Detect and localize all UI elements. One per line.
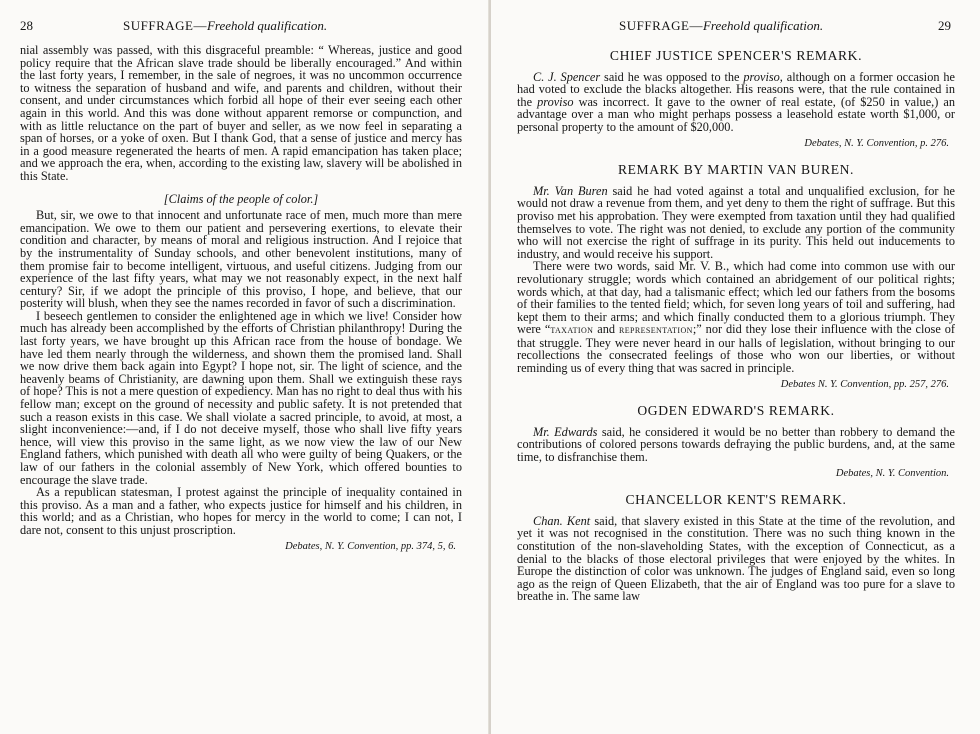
page-number-left: 28 [20,18,33,33]
paragraph: I beseech gentlemen to consider the enlightened age in which we live! Consider how much has already been accomplished by the efforts of Christian philanthropy! During the last forty years, we have brought up this African race from the house of bondage. We have led them nearly through the wilderness, and shown them the promised land. Shall we now drive them back again into Egypt? I hope not, sir. The light of science, and the heavenly beams of Christianity, are dawning upon them. Shall we extinguish these rays of hope? This is not a mere question of expediency. Man has no right to deal thus with his fellow man; except on the ground of necessity and public safety. It is not pretended that such a reason exists in this case. We shall violate a sacred principle, to avoid, at most, a slight inconvenience:—and, if I do not deceive myself, those who shall live fifty years hence, will view this proviso in the same light, as we now view the law of our New England fathers, which punished with death all who were guilty of being Quakers, or the law of our fathers in the colonial assembly of New York, which offered bounties to encourage the slave trade. [20,308,462,487]
text: said he had voted against a total and unqualified exclusion, for he would not draw a revenue from them, and yet deny to them the right of suffrage. But this proviso met his approbation. They were exempted from taxation until they had qualified themselves to vote. The right was not denied, to exclude any portion of the community who will not exercise the right of suffrage in its purity. This held out inducements to industry, and would receive his support. [517,183,955,261]
section-heading-van-buren: REMARK BY MARTIN VAN BUREN. [617,162,855,178]
text: said, that slavery existed in this State at the time of the revolution, and yet it was not recognised in the constitution. There was no such thing known in the constitution of the non-slaveholding States, with the exception of Connecticut, as a denial to the blacks of those electoral privileges that were enjoyed by the whites. In Europe the distinction of color was unknown. The judges of England said, even so long ago as the reign of Queen Elizabeth, that the air of England was too pure for a slave to breathe in. The same law [517,513,955,604]
left-page [0,0,489,734]
paragraph: nial assembly was passed, with this disgraceful preamble: “ Whereas, justice and good policy require that the African slave trade should be liberally encouraged.” And within the last forty years, I remember, in the sale of negroes, it was no uncommon occurrence to witness the separation of husband and wife, and parents and children, without their consent, and under circumstances which forbid all hope of their ever seeing each other again in this world. And this was done without apparent remorse or compunction, and with as little reluctance on the part of buyer and seller, as we now feel in separating a span of horses, or a yoke of oxen. But I thank God, that a sense of justice and mercy has in a good measure regenerated the hearts of men. A rapid emancipation has taken place; and we approach the era, when, according to the existing law, slavery will be abolished in this State. [20,43,462,183]
page-number-right: 29 [938,18,951,33]
text: said he was opposed to the [600,69,744,84]
paragraph-van-buren-2 [517,260,955,374]
right-page [491,0,980,734]
small-caps-word: representation [618,324,693,337]
running-head-right-main: SUFFRAGE— [619,18,703,33]
section-heading-edwards: OGDEN EDWARD'S REMARK. [637,403,835,419]
citation: Debates, N. Y. Convention. [835,467,949,479]
running-head-left-main: SUFFRAGE— [123,18,207,33]
speaker-name: C. J. Spencer [533,69,601,84]
running-head-right-italic: Freehold qualification. [702,18,824,33]
paragraph: As a republican statesman, I protest against the principle of inequality contained in this proviso. As a man and a father, who expects justice for himself and his children, in this world; and as a Christian, who hopes for mercy in the world to come; I can not, I dare not, consent to this unjust proscription. [20,485,462,537]
text: There were two words, said Mr. V. B., which had come into common use with our revolutionary struggle; words which contained an abridgement of our political rights; words which, at that day, had a talismanic effect; which led our fathers from the bosoms of their families to the tented field; which, for seven long years of toil and suffering, had kept them to their arms; and which finally conducted them to a glorious triumph. They were “ [517,259,955,337]
paragraph-van-buren [517,185,955,261]
text: and [593,322,619,337]
running-head-right [619,18,823,34]
section-heading: [Claims of the people of color.] [163,191,319,206]
citation: Debates N. Y. Convention, pp. 257, 276. [780,378,949,390]
section-heading-kent: CHANCELLOR KENT'S REMARK. [625,492,847,508]
emphasis: proviso, [743,69,783,84]
right-body-text [517,44,955,603]
paragraph: But, sir, we owe to that innocent and unfortunate race of men, much more than mere emancipation. We owe to them our patient and persevering exertions, to elevate their condition and character, by means of moral and religious instruction. And I rejoice that by the instrumentality of Sunday schools, and other benevolent institutions, many of them promise fair to become intelligent, virtuous, and useful citizens. Judging from our experience of the last fifty years, what may we not reasonably expect, in the next half century? Sir, if we adopt the principle of this proviso, I hope, and believe, that our posterity will blush, when they see the names recorded in favor of such a discrimination. [20,208,462,311]
running-head-left-italic: Freehold qualification. [206,18,328,33]
paragraph-edwards [517,426,955,464]
text: although on a former occasion he had voted to exclude the blacks altogether. His reasons were, that the rule contained in the [517,69,955,109]
paragraph-spencer [517,71,955,134]
speaker-name: Chan. Kent [533,513,591,528]
speaker-name: Mr. Van Buren [533,183,608,198]
emphasis: proviso [537,94,574,109]
citation: Debates, N. Y. Convention, pp. 374, 5, 6. [285,540,456,552]
left-body-text [20,44,462,553]
text: said, he considered it would be no better than robbery to demand the contributions of colored persons towards defraying the public burdens, and, at the same time, to disfranchise them. [517,424,955,465]
citation: Debates, N. Y. Convention, p. 276. [804,137,949,149]
section-heading-spencer: CHIEF JUSTICE SPENCER'S REMARK. [609,48,863,63]
running-head-left [123,18,327,34]
text: was incorrect. It gave to the owner of real estate, (of $250 in value,) an advantage over a man who might perhaps possess a leasehold estate worth $1,000, or personal property to the amount of $20,000. [517,94,955,134]
text: ;” nor did they lose their influence with the close of that struggle. They were never heard in our halls of legislation, without bringing to our recollections the consecrated feelings of those who won our liberties, or without reminding us of every thing that was sacred in principle. [517,322,955,376]
speaker-name: Mr. Edwards [533,424,598,439]
small-caps-word: taxation [550,324,594,337]
paragraph-kent [517,515,955,603]
